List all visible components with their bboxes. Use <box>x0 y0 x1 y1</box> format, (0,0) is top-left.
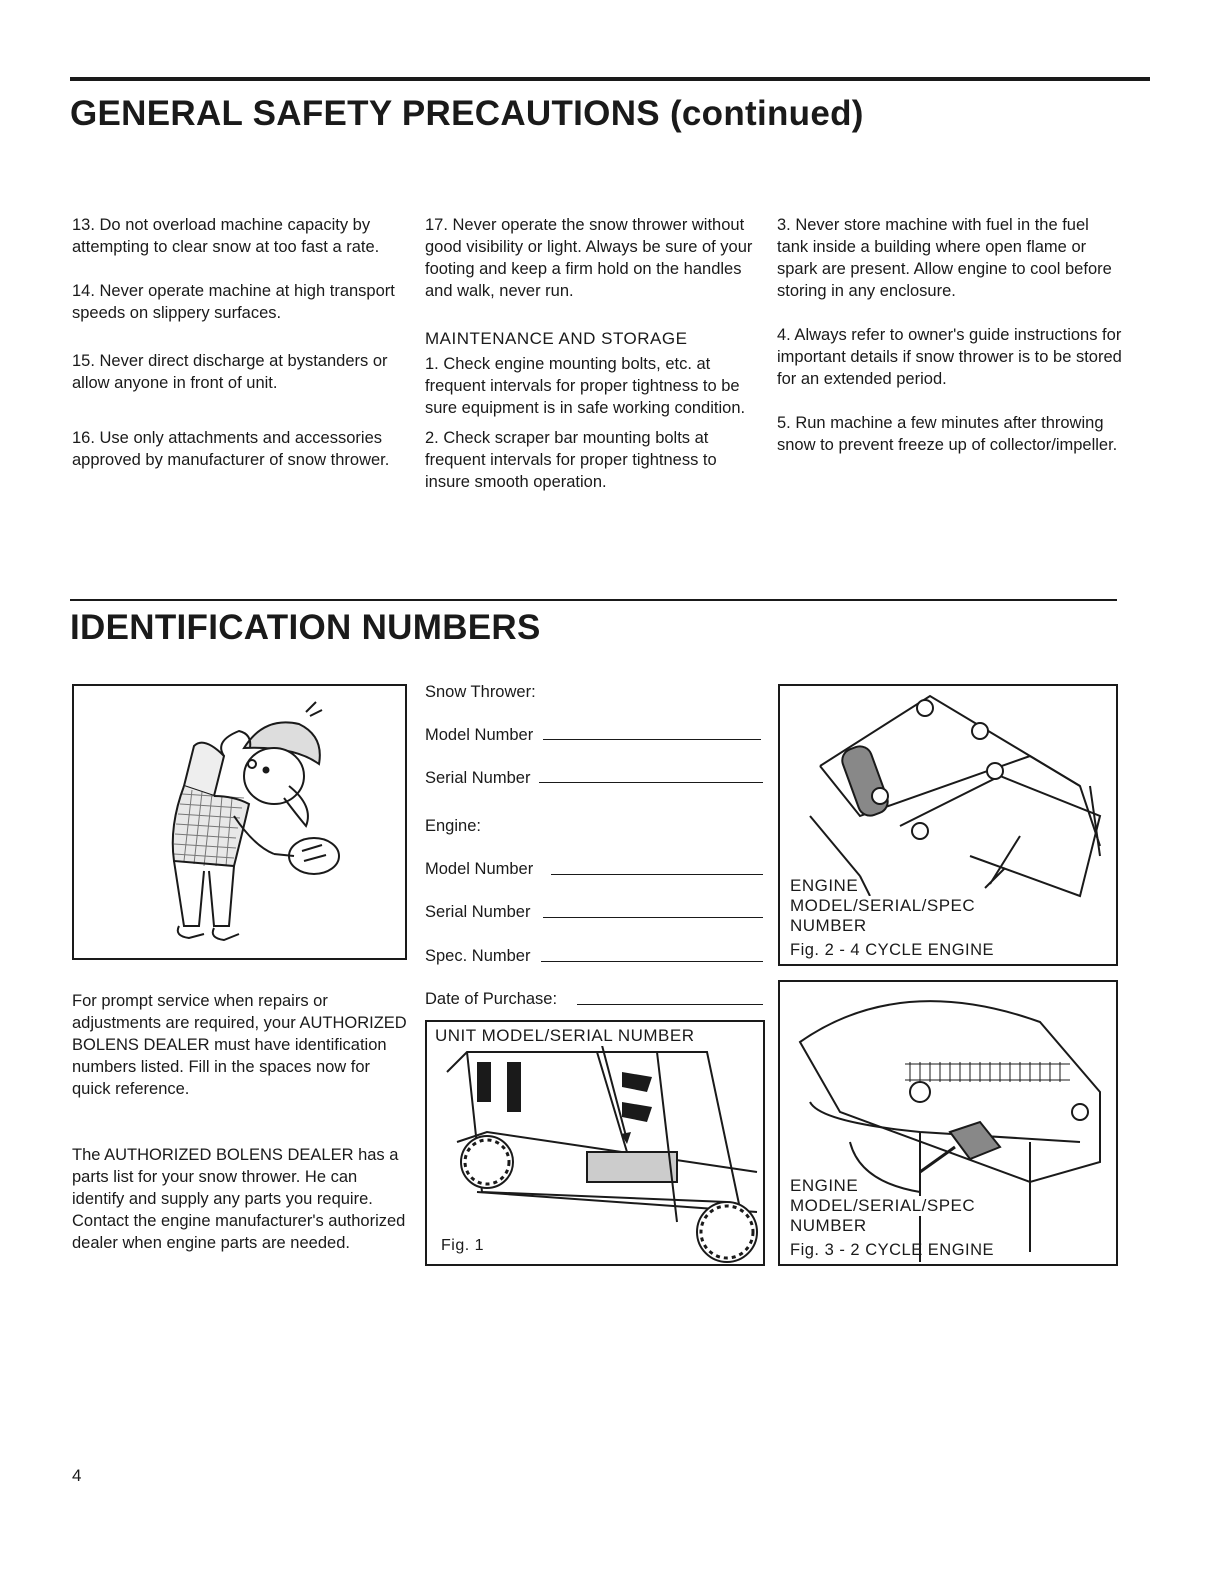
page-number: 4 <box>72 1466 82 1485</box>
safety-item-15: 15. Never direct discharge at bystanders or allow anyone in front of unit. <box>72 352 388 392</box>
safety-column-1 <box>72 214 412 471</box>
figure-3-caption: Fig. 3 - 2 CYCLE ENGINE <box>790 1241 995 1259</box>
date-of-purchase-label: Date of Purchase: <box>425 990 558 1008</box>
figure-1-box <box>425 1020 765 1266</box>
snow-thrower-unit-icon <box>427 1022 763 1264</box>
snow-thrower-label: Snow Thrower: <box>425 683 536 701</box>
snow-thrower-serial-label: Serial Number <box>425 769 531 787</box>
maintenance-item-5: 5. Run machine a few minutes after throwing snow to prevent freeze up of collector/impeller. <box>777 414 1118 454</box>
engine-model-field[interactable] <box>551 874 763 875</box>
top-rule <box>70 77 1150 81</box>
maintenance-heading: MAINTENANCE AND STORAGE <box>425 329 688 348</box>
maintenance-item-4: 4. Always refer to owner's guide instructions for important details if snow thrower is to be stored for an extended period. <box>777 326 1122 388</box>
detective-icon <box>74 686 405 958</box>
safety-item-17: 17. Never operate the snow thrower without good visibility or light. Always be sure of your footing and keep a firm hold on the handles and walk, never run. <box>425 216 753 300</box>
figure-3-number-label: NUMBER <box>790 1216 867 1235</box>
identification-title: IDENTIFICATION NUMBERS <box>70 608 541 647</box>
safety-item-14: 14. Never operate machine at high transport speeds on slippery surfaces. <box>72 282 395 322</box>
engine-model-label: Model Number <box>425 860 534 878</box>
figure-1-label: UNIT MODEL/SERIAL NUMBER <box>435 1026 695 1045</box>
detective-illustration-box <box>72 684 407 960</box>
spec-number-label: Spec. Number <box>425 947 531 965</box>
figure-2-model-label: MODEL/SERIAL/SPEC <box>790 896 976 915</box>
figure-3-model-label: MODEL/SERIAL/SPEC <box>790 1196 976 1215</box>
engine-serial-field[interactable] <box>543 917 763 918</box>
parts-list-paragraph: The AUTHORIZED BOLENS DEALER has a parts list for your snow thrower. He can identify and supply any parts you require. Contact the engine manufacturer's authorized dealer when engine parts are needed. <box>72 1146 406 1252</box>
safety-item-13: 13. Do not overload machine capacity by attempting to clear snow at too fast a rate. <box>72 216 380 256</box>
prompt-service-paragraph: For prompt service when repairs or adjustments are required, your AUTHORIZED BOLENS DEALER must have identification numbers listed. Fill in the spaces now for quick reference. <box>72 992 407 1098</box>
engine-serial-label: Serial Number <box>425 903 531 921</box>
dealer-info-text <box>72 990 407 1254</box>
figure-2-box <box>778 684 1118 966</box>
maintenance-item-3: 3. Never store machine with fuel in the fuel tank inside a building where open flame or spark are present. Allow engine to cool before storing in any enclosure. <box>777 216 1112 300</box>
safety-item-16: 16. Use only attachments and accessories approved by manufacturer of snow thrower. <box>72 429 390 469</box>
engine-label: Engine: <box>425 817 481 835</box>
figure-2-number-label: NUMBER <box>790 916 867 935</box>
figure-3-engine-label: ENGINE <box>790 1176 859 1195</box>
page-title: GENERAL SAFETY PRECAUTIONS (continued) <box>70 94 864 133</box>
maintenance-item-1: 1. Check engine mounting bolts, etc. at frequent intervals for proper tightness to be sure equipment is in safe working condition. <box>425 355 746 417</box>
safety-column-3 <box>777 214 1122 456</box>
section-rule <box>70 599 1117 601</box>
figure-2-engine-label: ENGINE <box>790 876 859 895</box>
snow-thrower-serial-field[interactable] <box>539 782 763 783</box>
safety-column-2 <box>425 214 760 493</box>
spec-number-field[interactable] <box>541 961 763 962</box>
date-of-purchase-field[interactable] <box>577 1004 763 1005</box>
figure-3-box <box>778 980 1118 1266</box>
figure-2-caption: Fig. 2 - 4 CYCLE ENGINE <box>790 941 995 959</box>
maintenance-item-2: 2. Check scraper bar mounting bolts at frequent intervals for proper tightness to insure smooth operation. <box>425 429 717 491</box>
figure-1-caption: Fig. 1 <box>441 1237 485 1254</box>
snow-thrower-model-label: Model Number <box>425 726 534 744</box>
snow-thrower-model-field[interactable] <box>543 739 761 740</box>
